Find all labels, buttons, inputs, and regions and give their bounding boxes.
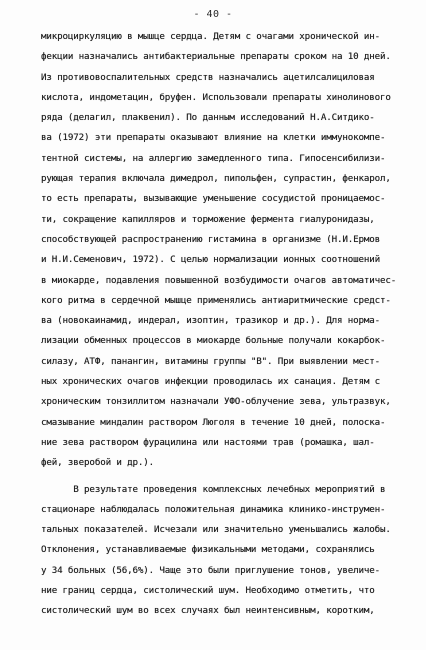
text-line: тальных показателей. Исчезали или значительно уменьшались жалобы. — [41, 524, 391, 536]
text-line: у 34 больных (56,6%). Чаще это были приглушение тонов, увеличе- — [41, 564, 381, 576]
text-line: В результате проведения комплексных лечебных мероприятий в — [41, 483, 386, 495]
text-line: ние зева раствором фурацилина или настоями трав (ромашка, шал- — [41, 436, 375, 448]
body-text — [41, 27, 403, 622]
text-line: способствующей распространению гистамина в организме (Н.И.Ермов — [41, 233, 381, 245]
text-line: хроническим тонзиллитом назначали УФО-облучение зева, ультразвук, — [41, 396, 391, 408]
text-line: то есть препараты, вызывающие уменьшение сосудистой проницаемос- — [41, 193, 386, 205]
text-line: кого ритма в сердечной мышце применялись антиаритмические средст- — [41, 294, 391, 306]
text-line: Отклонения, устанавливаемые физикальными методами, сохранялись — [41, 544, 375, 556]
text-line: Из противовоспалительных средств назначались ацетилсалициловая — [41, 71, 375, 83]
text-line: ва (1972) эти препараты оказывают влияние на клетки иммунокомпе- — [41, 132, 386, 144]
text-line: тентной системы, на аллергию замедленного типа. Гипосенсибилизи- — [41, 152, 386, 164]
text-line: ряда (делагил, плаквенил). По данным исследований Н.А.Ситдико- — [41, 112, 375, 124]
text-line: в миокарде, подавления повышенной возбудимости очагов автоматичес- — [41, 274, 397, 286]
text-line: стационаре наблюдалась положительная динамика клинико-инструмен- — [41, 503, 386, 515]
text-line: ва (новокаинамид, индерал, изоптин, тразикор и др.). Для норма- — [41, 315, 381, 327]
text-line: микроциркуляцию в мышце сердца. Детям с очагами хронической ин- — [41, 31, 381, 42]
text-line: фекции назначались антибактериальные препараты сроком на 10 дней. — [41, 51, 391, 63]
text-line: ти, сокращение капилляров и торможение фермента гиалуронидазы, — [41, 213, 375, 225]
page-number: - 40 - — [193, 9, 233, 20]
text-line: ние границ сердца, систолический шум. Необходимо отметить, что — [41, 585, 375, 597]
paragraph-treatment — [41, 27, 403, 474]
text-line: и Н.И.Семенович, 1972). С целью нормализации ионных соотношений — [41, 254, 381, 266]
paragraph-results — [41, 480, 403, 622]
text-line: систолический шум во всех случаях был неинтенсивным, коротким, — [41, 605, 375, 617]
text-line: лизации обменных процессов в миокарде больные получали кокарбок- — [41, 335, 386, 347]
text-line: рующая терапия включала димедрол, пипольфен, супрастин, фенкарол, — [41, 173, 391, 185]
text-line: силазу, АТФ, панангин, витамины группы "В". При выявлении мест- — [41, 355, 381, 367]
text-line: смазывание миндалин раствором Люголя в течение 10 дней, полоска- — [41, 416, 386, 428]
text-line: ных хронических очагов инфекции проводилась их санация. Детям с — [41, 376, 381, 388]
text-line: кислота, индометацин, бруфен. Использовали препараты хинолинового — [41, 91, 391, 103]
text-line: фей, зверобой и др.). — [41, 457, 155, 469]
